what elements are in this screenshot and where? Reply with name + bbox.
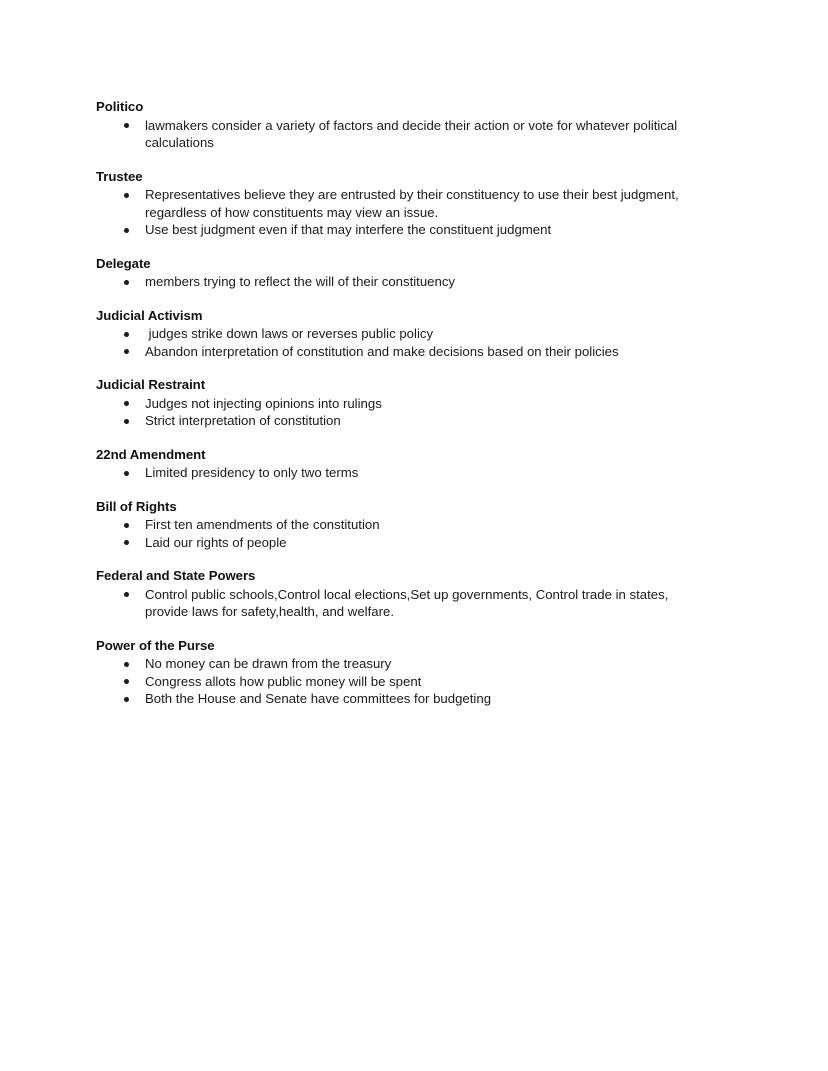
list-item	[96, 395, 696, 413]
list-item-text: Congress allots how public money will be spent	[145, 673, 422, 689]
list-item	[96, 690, 696, 708]
notes-content	[96, 98, 696, 708]
list-item	[96, 464, 696, 482]
list-item	[96, 586, 696, 621]
bullet-point-icon	[124, 592, 129, 597]
list-item-text: judges strike down laws or reverses public policy	[145, 326, 434, 341]
note-section	[96, 307, 696, 361]
note-section	[96, 168, 696, 239]
bullet-list	[96, 586, 696, 621]
note-section	[96, 567, 696, 621]
section-heading: Delegate	[96, 255, 151, 271]
note-section	[96, 98, 696, 152]
note-section	[96, 498, 696, 552]
section-heading: Power of the Purse	[96, 637, 215, 653]
list-item-text: Limited presidency to only two terms	[145, 465, 359, 480]
list-item	[96, 534, 696, 552]
bullet-point-icon	[124, 401, 129, 406]
list-item-text: Abandon interpretation of constitution and make decisions based on their policies	[145, 343, 619, 359]
bullet-point-icon	[124, 123, 129, 128]
list-item-text: Representatives believe they are entrusted by their constituency to use their best judgment, regardless of how constituents may view an issue.	[145, 187, 683, 220]
note-section	[96, 255, 696, 291]
section-heading: Federal and State Powers	[96, 568, 256, 583]
section-heading: 22nd Amendment	[96, 446, 206, 462]
list-item-text: Use best judgment even if that may interfere the constituent judgment	[145, 222, 552, 237]
list-item-text: First ten amendments of the constitution	[145, 517, 380, 532]
bullet-point-icon	[124, 679, 129, 684]
bullet-point-icon	[124, 523, 129, 528]
bullet-list	[96, 273, 696, 291]
bullet-point-icon	[124, 540, 129, 545]
section-heading: Trustee	[96, 168, 143, 184]
bullet-point-icon	[124, 349, 129, 354]
list-item	[96, 117, 696, 152]
bullet-point-icon	[124, 697, 129, 702]
bullet-point-icon	[124, 280, 129, 285]
list-item	[96, 221, 696, 239]
section-heading: Judicial Restraint	[96, 377, 206, 392]
note-section	[96, 637, 696, 708]
bullet-point-icon	[124, 471, 129, 476]
bullet-list	[96, 325, 696, 360]
list-item-text: Both the House and Senate have committees for budgeting	[145, 691, 492, 706]
list-item	[96, 412, 696, 430]
bullet-point-icon	[124, 419, 129, 424]
section-heading: Judicial Activism	[96, 307, 203, 323]
section-heading: Bill of Rights	[96, 498, 177, 514]
list-item	[96, 516, 696, 534]
bullet-list	[96, 117, 696, 152]
bullet-point-icon	[124, 332, 129, 337]
bullet-list	[96, 655, 696, 708]
note-section	[96, 376, 696, 430]
list-item-text: Strict interpretation of constitution	[145, 413, 341, 428]
list-item	[96, 325, 696, 343]
bullet-list	[96, 186, 696, 239]
bullet-point-icon	[124, 662, 129, 667]
list-item	[96, 673, 696, 691]
list-item	[96, 655, 696, 673]
list-item	[96, 273, 696, 291]
list-item-text: Judges not injecting opinions into rulings	[145, 395, 382, 411]
list-item	[96, 186, 696, 221]
list-item-text: members trying to reflect the will of their constituency	[145, 274, 456, 289]
list-item-text: Control public schools,Control local elections,Set up governments, Control trade in states, provide laws for safety,health, and welfare.	[145, 586, 673, 619]
section-heading: Politico	[96, 99, 144, 114]
bullet-list	[96, 516, 696, 551]
list-item-text: No money can be drawn from the treasury	[145, 656, 392, 671]
bullet-point-icon	[124, 193, 129, 198]
note-section	[96, 446, 696, 482]
list-item-text: Laid our rights of people	[145, 534, 287, 550]
bullet-list	[96, 464, 696, 482]
bullet-point-icon	[124, 228, 129, 233]
list-item	[96, 343, 696, 361]
bullet-list	[96, 395, 696, 430]
list-item-text: lawmakers consider a variety of factors and decide their action or vote for whatever political calculations	[145, 117, 681, 150]
